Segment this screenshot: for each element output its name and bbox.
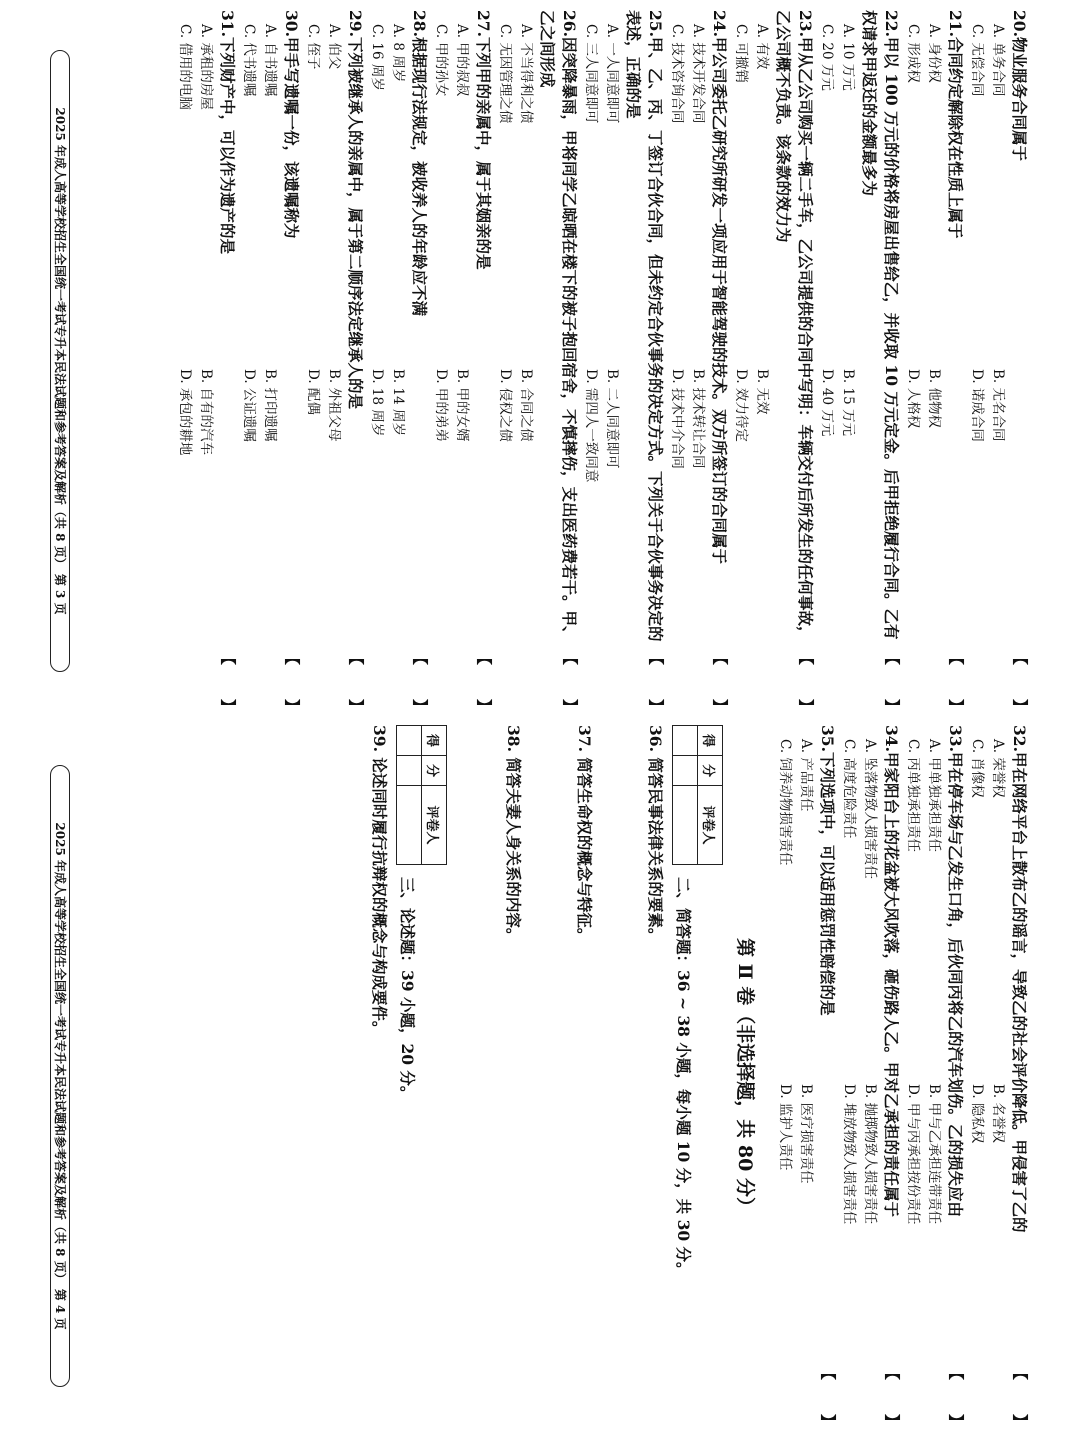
score-header-grader: 评卷人 [422, 786, 447, 865]
question-stem-row [944, 725, 966, 1429]
options-grid [730, 10, 772, 714]
answer-bracket[interactable] [1009, 1365, 1030, 1429]
section-3-heading: 三、论述题：39 小题，20 分。 [398, 877, 417, 1102]
score-cell[interactable] [397, 756, 422, 786]
bracket-left: 【 [1011, 1365, 1029, 1381]
answer-bracket[interactable] [709, 650, 730, 714]
option-b: B. 他物权 [926, 369, 942, 429]
score-header-grader: 评卷人 [698, 786, 723, 865]
option-a: A. 10 万元 [840, 24, 856, 91]
question-block [494, 10, 580, 714]
option-c: C. 高度危险责任 [841, 739, 857, 839]
option-d: D. 甲与丙承担按份责任 [905, 1084, 921, 1225]
bracket-left: 【 [947, 650, 965, 666]
bracket-left: 【 [561, 650, 579, 666]
option-b: B. 无效 [754, 369, 770, 415]
score-header-fen: 分 [422, 756, 447, 786]
question-stem [772, 10, 816, 650]
option-c: C. 丙单独承担责任 [905, 739, 921, 852]
answer-bracket[interactable] [881, 1365, 902, 1429]
options-grid [580, 10, 622, 714]
answer-bracket[interactable] [945, 1365, 966, 1429]
option-d: D. 监护人责任 [777, 1084, 793, 1171]
bracket-right: 】 [411, 698, 429, 714]
option-b: B. 抛掷物致人损害责任 [862, 1084, 878, 1225]
question-block [366, 10, 430, 714]
option-c: C. 技术咨询合同 [669, 24, 685, 124]
option-c: C. 三人同意即可 [583, 24, 599, 124]
question-stem-row [216, 10, 238, 714]
question-text: 下列财产中，可以作为遗产的是 [218, 36, 237, 254]
question-stem [816, 725, 838, 1365]
options-grid [966, 725, 1008, 1429]
question-stem [708, 10, 730, 650]
question-block [730, 10, 816, 714]
option-a: A. 承租的房屋 [198, 24, 214, 110]
option-b: B. 14 周岁 [390, 369, 406, 436]
question-number: 24. [710, 10, 729, 37]
option-d: D. 公证遗嘱 [241, 369, 257, 442]
option-c: C. 侄子 [305, 24, 321, 70]
question-stem [280, 10, 302, 650]
bracket-right: 】 [883, 698, 901, 714]
section-2-heading: 二、简答题：36 ~ 38 小题，每小题 10 分，共 30 分。 [674, 877, 693, 1278]
bracket-left: 【 [947, 1365, 965, 1381]
answer-bracket[interactable] [473, 650, 494, 714]
option-d: D. 诺成合同 [969, 369, 985, 442]
question-block [580, 10, 666, 714]
question-stem-row [622, 10, 666, 714]
question-text: 下列被继承人的亲属中，属于第二顺序法定继承人的是 [346, 36, 365, 409]
question-text: 甲以 100 万元的价格将房屋出售给乙，并收取 10 万元定金。后甲拒绝履行合同。乙有权请求甲返还的金额最多为 [860, 10, 901, 640]
bracket-left: 【 [883, 650, 901, 666]
question-block [774, 725, 838, 1429]
question-block [966, 10, 1030, 714]
options-grid [366, 10, 408, 714]
question-number: 31. [218, 10, 237, 37]
bracket-left: 【 [411, 650, 429, 666]
score-cell[interactable] [397, 726, 422, 756]
question-number: 20. [1010, 10, 1029, 37]
option-a: A. 甲的叔叔 [454, 24, 470, 97]
option-a: A. 一人同意即可 [604, 24, 620, 124]
question-number: 26. [560, 10, 579, 37]
option-a: A. 自书遗嘱 [262, 24, 278, 97]
option-b: B. 无名合同 [990, 369, 1006, 442]
question-stem [536, 10, 580, 650]
option-d: D. 侵权之债 [497, 369, 513, 442]
options-grid [302, 10, 344, 714]
page-3-questions [174, 10, 1030, 714]
bracket-left: 【 [347, 650, 365, 666]
question-stem-row [344, 10, 366, 714]
question-stem [472, 10, 494, 650]
option-b: B. 甲与乙承担连带责任 [926, 1084, 942, 1225]
answer-bracket[interactable] [645, 650, 666, 714]
options-grid [902, 725, 944, 1429]
question-stem [858, 10, 902, 650]
page-4-questions [774, 725, 1030, 1429]
question-stem-row [1008, 10, 1030, 714]
option-c: C. 饲养动物损害责任 [777, 739, 793, 866]
bracket-right: 】 [1011, 698, 1029, 714]
option-c: C. 甲的孙女 [433, 24, 449, 97]
section-3-header [396, 725, 447, 1429]
question-number: 32. [1010, 725, 1029, 752]
question-stem [216, 10, 238, 650]
option-a: A. 荣誉权 [990, 739, 1006, 798]
answer-space[interactable] [595, 725, 645, 1429]
options-grid [494, 10, 536, 714]
question-stem-row [1008, 725, 1030, 1429]
question-block [816, 10, 902, 714]
question-block [902, 725, 966, 1429]
short-question-38: 38. 简答夫妻人身关系的内容。 [504, 725, 523, 944]
option-b: B. 甲的女婿 [454, 369, 470, 442]
question-block [666, 10, 730, 714]
option-d: D. 40 万元 [819, 369, 835, 437]
question-number: 25. [646, 10, 665, 37]
bracket-left: 【 [797, 650, 815, 666]
score-header-fen: 分 [698, 756, 723, 786]
option-d: D. 隐私权 [969, 1084, 985, 1144]
section-2-header [672, 725, 723, 1429]
question-stem-row [280, 10, 302, 714]
option-c: C. 形成权 [905, 24, 921, 83]
option-d: D. 18 周岁 [369, 369, 385, 437]
options-grid [430, 10, 472, 714]
bracket-right: 】 [947, 698, 965, 714]
question-stem [344, 10, 366, 650]
options-grid [666, 10, 708, 714]
option-d: D. 需四人一致同意 [583, 369, 599, 483]
bracket-right: 】 [475, 698, 493, 714]
question-stem [622, 10, 666, 650]
bracket-right: 】 [819, 1413, 837, 1429]
part-2-title: 第 Ⅱ 卷（非选择题，共 80 分） [734, 938, 756, 1216]
option-a: A. 单务合同 [990, 24, 1006, 97]
option-d: D. 配偶 [305, 369, 321, 415]
option-d: D. 甲的弟弟 [433, 369, 449, 442]
question-number: 33. [946, 725, 965, 752]
question-stem-row [880, 725, 902, 1429]
bracket-left: 【 [283, 650, 301, 666]
question-text: 因突降暴雨，甲将同学乙晾晒在楼下的被子抱回宿舍，不慎摔伤，支出医药费若干。甲、乙之间形成 [538, 10, 579, 642]
question-number: 34. [882, 725, 901, 752]
question-number: 23. [796, 10, 815, 37]
question-stem-row [772, 10, 816, 714]
question-block [902, 10, 966, 714]
question-text: 甲从乙公司购买一辆二手车，乙公司提供的合同中写明：车辆交付后所发生的任何事故，乙公司概不负责。该条款的效力为 [774, 10, 815, 642]
question-text: 物业服务合同属于 [1010, 36, 1029, 161]
answer-bracket[interactable] [281, 650, 302, 714]
option-b: B. 15 万元 [840, 369, 856, 436]
bracket-right: 】 [219, 698, 237, 714]
grader-cell[interactable] [673, 786, 698, 865]
bracket-right: 】 [283, 698, 301, 714]
bracket-right: 】 [647, 698, 665, 714]
options-grid [174, 10, 216, 714]
exam-page-3 [0, 10, 1080, 714]
answer-space[interactable] [524, 725, 574, 1429]
option-b: B. 二人同意即可 [604, 369, 620, 469]
short-question-37: 37. 简答生命权的概念与特征。 [575, 725, 594, 944]
answer-bracket[interactable] [945, 650, 966, 714]
question-text: 合同约定解除权在性质上属于 [946, 36, 965, 239]
score-box [672, 725, 723, 865]
bracket-right: 】 [711, 698, 729, 714]
bracket-left: 【 [711, 650, 729, 666]
option-c: C. 肖像权 [969, 739, 985, 798]
question-stem-row [708, 10, 730, 714]
score-box [396, 725, 447, 865]
answer-space[interactable] [453, 725, 503, 1429]
options-grid [816, 10, 858, 714]
options-grid [238, 10, 280, 714]
question-stem [944, 10, 966, 650]
question-stem-row [944, 10, 966, 714]
bracket-left: 【 [647, 650, 665, 666]
option-c: C. 20 万元 [819, 24, 835, 91]
question-stem [1008, 725, 1030, 1365]
score-header-de: 得 [422, 726, 447, 756]
option-c: C. 可撤销 [733, 24, 749, 83]
answer-bracket[interactable] [1009, 650, 1030, 714]
answer-bracket[interactable] [559, 650, 580, 714]
option-b: B. 打印遗嘱 [262, 369, 278, 442]
bracket-left: 【 [883, 1365, 901, 1381]
question-block [966, 725, 1030, 1429]
question-stem-row [536, 10, 580, 714]
question-stem [880, 725, 902, 1365]
answer-bracket[interactable] [345, 650, 366, 714]
question-number: 27. [474, 10, 493, 37]
bracket-left: 【 [219, 650, 237, 666]
option-a: A. 坠落物致人损害责任 [862, 739, 878, 879]
question-text: 根据现行法规定，被收养人的年龄应不满 [410, 36, 429, 316]
question-text: 甲在停车场与乙发生口角，后伙同丙将乙的汽车划伤。乙的损失应由 [946, 751, 965, 1217]
option-a: A. 技术开发合同 [690, 24, 706, 124]
question-stem-row [858, 10, 902, 714]
option-a: A. 8 周岁 [390, 24, 406, 83]
option-b: B. 外祖父母 [326, 369, 342, 442]
question-number: 21. [946, 10, 965, 37]
answer-bracket[interactable] [881, 650, 902, 714]
question-number: 35. [818, 725, 837, 752]
question-block [302, 10, 366, 714]
option-b: B. 医疗损害责任 [798, 1084, 814, 1184]
answer-bracket[interactable] [217, 650, 238, 714]
question-stem-row [408, 10, 430, 714]
answer-bracket[interactable] [795, 650, 816, 714]
essay-question-39: 39. 论述同时履行抗辩权的概念与构成要件。 [370, 725, 389, 1037]
answer-bracket[interactable] [817, 1365, 838, 1429]
bracket-right: 】 [797, 698, 815, 714]
question-block [430, 10, 494, 714]
option-a: A. 产品责任 [798, 739, 814, 812]
grader-cell[interactable] [397, 786, 422, 865]
bracket-right: 】 [883, 1413, 901, 1429]
question-stem [408, 10, 430, 650]
option-c: C. 代书遗嘱 [241, 24, 257, 97]
option-b: B. 名誉权 [990, 1084, 1006, 1144]
option-a: A. 甲单独承担责任 [926, 739, 942, 852]
question-stem [944, 725, 966, 1365]
option-d: D. 堆放物致人损害责任 [841, 1084, 857, 1225]
question-text: 甲公司委托乙研究所研发一项应用于智能驾驶的技术。双方所签订的合同属于 [710, 36, 729, 564]
option-b: B. 自有的汽车 [198, 369, 214, 456]
exam-page-4 [0, 725, 1080, 1429]
question-stem-row [816, 725, 838, 1429]
options-grid [838, 725, 880, 1429]
question-number: 29. [346, 10, 365, 37]
option-c: C. 无因管理之债 [497, 24, 513, 124]
question-text: 甲、乙、丙、丁签订合伙合同，但未约定合伙事务的决定方式。下列关于合伙事务决定的表述，正确的是 [624, 10, 665, 642]
option-d: D. 人格权 [905, 369, 921, 429]
bracket-right: 】 [947, 1413, 965, 1429]
option-c: C. 无偿合同 [969, 24, 985, 97]
question-block [238, 10, 302, 714]
page-3-footer: 2025 年成人高等学校招生全国统一考试专升本民法试题和参考答案及解析（共 8 页） 第 3 页 [50, 50, 70, 672]
bracket-right: 】 [1011, 1413, 1029, 1429]
option-a: A. 有效 [754, 24, 770, 70]
question-number: 22. [882, 10, 901, 37]
score-header-de: 得 [698, 726, 723, 756]
option-a: A. 不当得利之债 [518, 24, 534, 124]
option-b: B. 技术转让合同 [690, 369, 706, 469]
question-number: 30. [282, 10, 301, 37]
question-block [838, 725, 902, 1429]
score-cell[interactable] [673, 726, 698, 756]
option-a: A. 伯父 [326, 24, 342, 70]
question-text: 甲家阳台上的花盆被大风吹落，砸伤路人乙。甲对乙承担的责任属于 [882, 751, 901, 1217]
option-c: C. 16 周岁 [369, 24, 385, 91]
question-text: 下列选项中，可以适用惩罚性赔偿的是 [818, 751, 837, 1016]
question-text: 甲手写遗嘱一份，该遗嘱称为 [282, 36, 301, 239]
question-stem [1008, 10, 1030, 650]
question-text: 下列甲的亲属中，属于其姻亲的是 [474, 36, 493, 270]
question-block [174, 10, 238, 714]
bracket-right: 】 [347, 698, 365, 714]
options-grid [966, 10, 1008, 714]
question-stem-row [472, 10, 494, 714]
option-d: D. 承包的耕地 [177, 369, 193, 456]
question-number: 28. [410, 10, 429, 37]
option-d: D. 技术中介合同 [669, 369, 685, 469]
page-4-footer: 2025 年成人高等学校招生全国统一考试专升本民法试题和参考答案及解析（共 8 页） 第 4 页 [50, 765, 70, 1387]
option-a: A. 身份权 [926, 24, 942, 83]
options-grid [774, 725, 816, 1429]
bracket-left: 【 [819, 1365, 837, 1381]
bracket-right: 】 [561, 698, 579, 714]
option-c: C. 借用的电脑 [177, 24, 193, 110]
question-text: 甲在网络平台上散布乙的谣言，导致乙的社会评价降低。甲侵害了乙的 [1010, 751, 1029, 1233]
option-d: D. 效力待定 [733, 369, 749, 442]
page-4-content [369, 725, 1030, 1429]
bracket-left: 【 [475, 650, 493, 666]
short-question-36: 36. 简答民事法律关系的要素。 [646, 725, 665, 944]
option-b: B. 合同之债 [518, 369, 534, 442]
score-cell[interactable] [673, 756, 698, 786]
answer-bracket[interactable] [409, 650, 430, 714]
bracket-left: 【 [1011, 650, 1029, 666]
options-grid [902, 10, 944, 714]
